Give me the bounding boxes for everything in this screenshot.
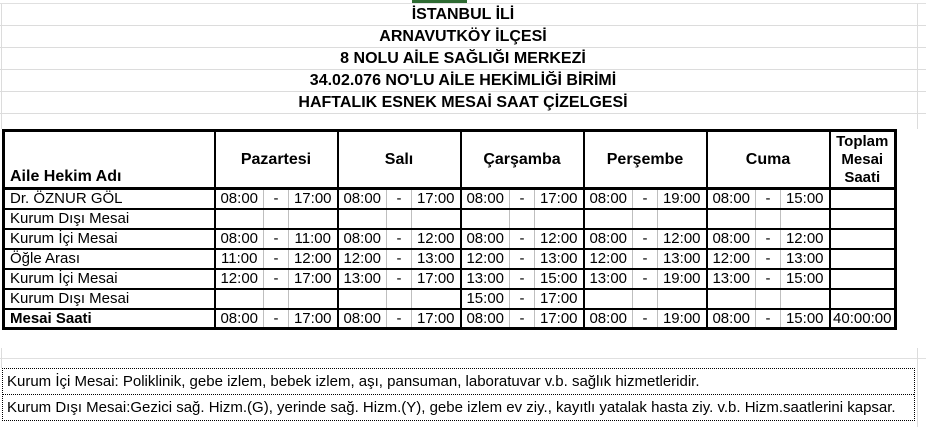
dash-cell: - bbox=[756, 189, 781, 209]
schedule-table-body bbox=[4, 189, 896, 329]
weekly-schedule-table bbox=[2, 129, 897, 330]
end-time-cell bbox=[781, 289, 830, 309]
end-time-cell: 17:00 bbox=[412, 309, 461, 329]
start-time-cell bbox=[707, 209, 756, 229]
dash-cell: - bbox=[264, 249, 289, 269]
start-time-cell bbox=[215, 289, 264, 309]
start-time-cell: 08:00 bbox=[338, 309, 387, 329]
end-time-cell: 19:00 bbox=[658, 189, 707, 209]
end-time-cell bbox=[412, 289, 461, 309]
start-time-cell: 08:00 bbox=[461, 229, 510, 249]
start-time-cell: 08:00 bbox=[707, 309, 756, 329]
end-time-cell: 12:00 bbox=[412, 229, 461, 249]
day-header-0: Pazartesi bbox=[215, 131, 338, 189]
dash-cell: - bbox=[387, 269, 412, 289]
day-header-4: Cuma bbox=[707, 131, 830, 189]
start-time-cell: 12:00 bbox=[338, 249, 387, 269]
dash-cell bbox=[387, 289, 412, 309]
note-kurum-disi: Kurum Dışı Mesai:Gezici sağ. Hizm.(G), yerinde sağ. Hizm.(Y), gebe izlem ev ziy., kayıtlı yatalak hasta ziy. v.b. Hizm.saatlerini kapsar. bbox=[7, 399, 896, 416]
table-row bbox=[4, 289, 896, 309]
total-header-line: Mesai bbox=[841, 150, 884, 168]
start-time-cell: 15:00 bbox=[461, 289, 510, 309]
day-header-2: Çarşamba bbox=[461, 131, 584, 189]
dash-cell: - bbox=[387, 229, 412, 249]
end-time-cell: 17:00 bbox=[412, 269, 461, 289]
start-time-cell bbox=[461, 209, 510, 229]
dash-cell: - bbox=[264, 309, 289, 329]
end-time-cell: 17:00 bbox=[289, 189, 338, 209]
end-time-cell bbox=[289, 289, 338, 309]
table-row bbox=[4, 249, 896, 269]
start-time-cell: 08:00 bbox=[707, 189, 756, 209]
end-time-cell: 15:00 bbox=[781, 309, 830, 329]
dash-cell: - bbox=[387, 189, 412, 209]
start-time-cell: 13:00 bbox=[461, 269, 510, 289]
start-time-cell: 08:00 bbox=[461, 309, 510, 329]
start-time-cell: 12:00 bbox=[215, 269, 264, 289]
dash-cell: - bbox=[264, 189, 289, 209]
end-time-cell: 15:00 bbox=[781, 189, 830, 209]
gridline-left-stub-bottom bbox=[1, 348, 2, 368]
dash-cell: - bbox=[633, 269, 658, 289]
end-time-cell bbox=[289, 209, 338, 229]
start-time-cell: 08:00 bbox=[338, 189, 387, 209]
end-time-cell: 15:00 bbox=[535, 269, 584, 289]
title-unit: 34.02.076 NO'LU AİLE HEKİMLİĞİ BİRİMİ bbox=[0, 70, 926, 92]
table-row bbox=[4, 229, 896, 249]
table-row bbox=[4, 269, 896, 289]
start-time-cell: 13:00 bbox=[707, 269, 756, 289]
total-column-header bbox=[830, 131, 896, 189]
row-label-cell: Öğle Arası bbox=[4, 249, 215, 269]
title-province: İSTANBUL İLİ bbox=[0, 4, 926, 26]
title-district: ARNAVUTKÖY İLÇESİ bbox=[0, 26, 926, 48]
end-time-cell: 15:00 bbox=[781, 269, 830, 289]
total-header-line: Saati bbox=[844, 168, 881, 186]
dash-cell: - bbox=[387, 249, 412, 269]
row-label-cell: Kurum İçi Mesai bbox=[4, 269, 215, 289]
start-time-cell: 08:00 bbox=[461, 189, 510, 209]
note-kurum-ici: Kurum İçi Mesai: Poliklinik, gebe izlem, bebek izlem, aşı, pansuman, laboratuvar v.b. sağlık hizmetleridir. bbox=[3, 369, 914, 395]
day-header-1: Salı bbox=[338, 131, 461, 189]
start-time-cell: 12:00 bbox=[707, 249, 756, 269]
row-label-cell: Kurum Dışı Mesai bbox=[4, 209, 215, 229]
end-time-cell bbox=[658, 209, 707, 229]
dash-cell bbox=[633, 209, 658, 229]
end-time-cell bbox=[781, 209, 830, 229]
end-time-cell: 17:00 bbox=[535, 189, 584, 209]
dash-cell: - bbox=[756, 269, 781, 289]
start-time-cell: 08:00 bbox=[215, 229, 264, 249]
total-cell bbox=[830, 209, 896, 229]
dash-cell: - bbox=[756, 229, 781, 249]
dash-cell: - bbox=[633, 189, 658, 209]
gridline-mid bbox=[0, 358, 926, 359]
total-cell bbox=[830, 229, 896, 249]
total-cell bbox=[830, 249, 896, 269]
end-time-cell: 13:00 bbox=[535, 249, 584, 269]
title-block bbox=[0, 4, 926, 114]
table-row bbox=[4, 209, 896, 229]
dash-cell: - bbox=[633, 249, 658, 269]
start-time-cell bbox=[584, 289, 633, 309]
total-cell bbox=[830, 189, 896, 209]
schedule-table-header bbox=[4, 131, 896, 189]
end-time-cell: 11:00 bbox=[289, 229, 338, 249]
end-time-cell bbox=[412, 209, 461, 229]
dash-cell: - bbox=[510, 249, 535, 269]
title-schedule: HAFTALIK ESNEK MESAİ SAAT ÇİZELGESİ bbox=[0, 92, 926, 114]
notes-box bbox=[2, 368, 915, 421]
dash-cell: - bbox=[756, 309, 781, 329]
row-label-cell: Dr. ÖZNUR GÖL bbox=[4, 189, 215, 209]
gridline-right-stub-bottom bbox=[917, 348, 918, 427]
end-time-cell: 12:00 bbox=[289, 249, 338, 269]
start-time-cell bbox=[215, 209, 264, 229]
dash-cell: - bbox=[756, 249, 781, 269]
dash-cell: - bbox=[264, 229, 289, 249]
total-header-line: Toplam bbox=[836, 132, 889, 150]
name-column-header: Aile Hekim Adı bbox=[4, 131, 215, 189]
dash-cell: - bbox=[510, 229, 535, 249]
start-time-cell bbox=[707, 289, 756, 309]
dash-cell: - bbox=[633, 309, 658, 329]
start-time-cell: 08:00 bbox=[215, 309, 264, 329]
dash-cell: - bbox=[510, 309, 535, 329]
dash-cell: - bbox=[264, 269, 289, 289]
start-time-cell bbox=[338, 209, 387, 229]
start-time-cell bbox=[338, 289, 387, 309]
start-time-cell: 08:00 bbox=[707, 229, 756, 249]
dash-cell bbox=[756, 289, 781, 309]
header-row bbox=[4, 131, 896, 189]
total-cell: 40:00:00 bbox=[830, 309, 896, 329]
table-row bbox=[4, 189, 896, 209]
row-label-cell: Mesai Saati bbox=[4, 309, 215, 329]
day-header-3: Perşembe bbox=[584, 131, 707, 189]
end-time-cell: 17:00 bbox=[535, 289, 584, 309]
start-time-cell: 08:00 bbox=[584, 189, 633, 209]
dash-cell bbox=[633, 289, 658, 309]
start-time-cell: 13:00 bbox=[338, 269, 387, 289]
end-time-cell bbox=[535, 209, 584, 229]
end-time-cell: 17:00 bbox=[535, 309, 584, 329]
dash-cell: - bbox=[633, 229, 658, 249]
start-time-cell bbox=[584, 209, 633, 229]
dash-cell: - bbox=[510, 189, 535, 209]
row-label-cell: Kurum İçi Mesai bbox=[4, 229, 215, 249]
end-time-cell: 17:00 bbox=[289, 269, 338, 289]
dash-cell bbox=[756, 209, 781, 229]
start-time-cell: 12:00 bbox=[461, 249, 510, 269]
start-time-cell: 12:00 bbox=[584, 249, 633, 269]
start-time-cell: 11:00 bbox=[215, 249, 264, 269]
end-time-cell: 13:00 bbox=[658, 249, 707, 269]
end-time-cell: 19:00 bbox=[658, 309, 707, 329]
dash-cell bbox=[387, 209, 412, 229]
dash-cell bbox=[510, 209, 535, 229]
start-time-cell: 08:00 bbox=[584, 229, 633, 249]
row-label-cell: Kurum Dışı Mesai bbox=[4, 289, 215, 309]
start-time-cell: 08:00 bbox=[215, 189, 264, 209]
end-time-cell: 17:00 bbox=[412, 189, 461, 209]
end-time-cell: 13:00 bbox=[781, 249, 830, 269]
total-cell bbox=[830, 269, 896, 289]
end-time-cell: 19:00 bbox=[658, 269, 707, 289]
dash-cell bbox=[264, 289, 289, 309]
end-time-cell: 12:00 bbox=[781, 229, 830, 249]
end-time-cell: 13:00 bbox=[412, 249, 461, 269]
dash-cell bbox=[264, 209, 289, 229]
end-time-cell: 17:00 bbox=[289, 309, 338, 329]
start-time-cell: 08:00 bbox=[584, 309, 633, 329]
start-time-cell: 13:00 bbox=[584, 269, 633, 289]
end-time-cell: 12:00 bbox=[535, 229, 584, 249]
dash-cell: - bbox=[510, 269, 535, 289]
start-time-cell: 08:00 bbox=[338, 229, 387, 249]
end-time-cell: 12:00 bbox=[658, 229, 707, 249]
title-health-center: 8 NOLU AİLE SAĞLIĞI MERKEZİ bbox=[0, 48, 926, 70]
dash-cell: - bbox=[387, 309, 412, 329]
table-row bbox=[4, 309, 896, 329]
dash-cell: - bbox=[510, 289, 535, 309]
total-cell bbox=[830, 289, 896, 309]
end-time-cell bbox=[658, 289, 707, 309]
